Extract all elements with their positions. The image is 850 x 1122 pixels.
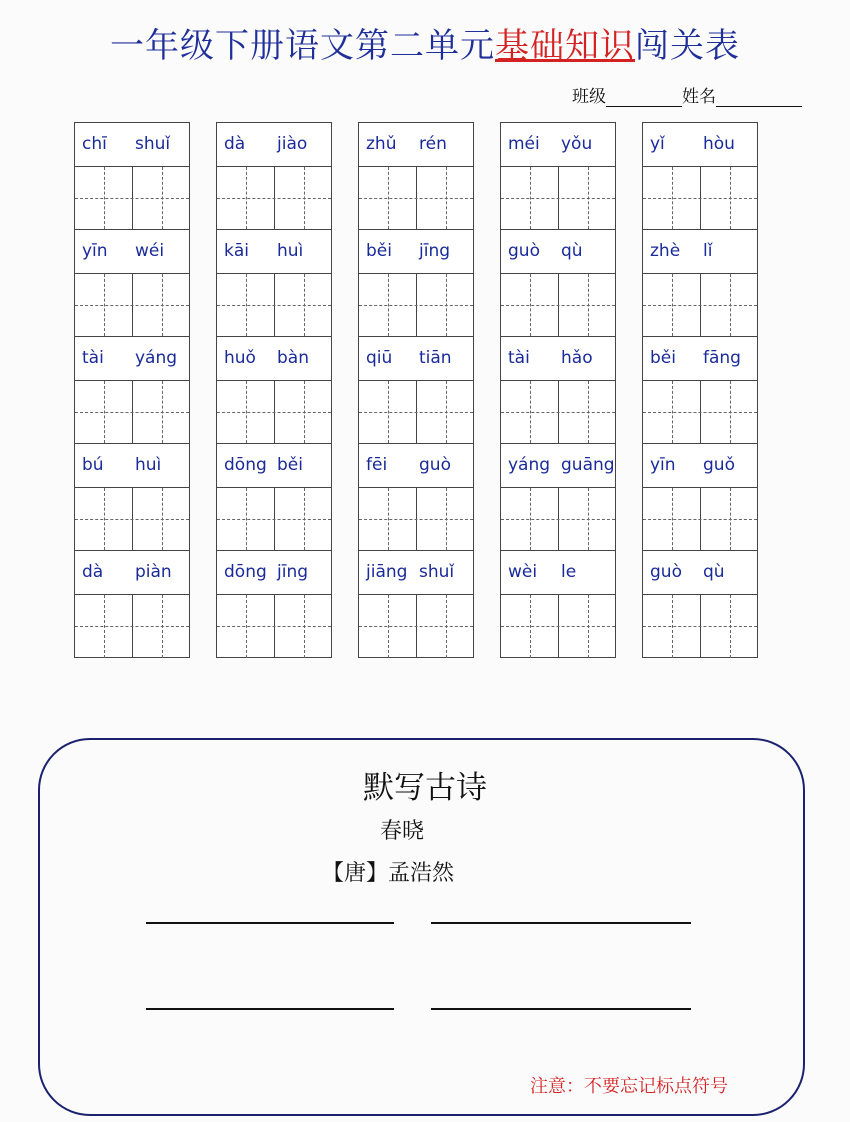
writing-grid[interactable] [75, 274, 189, 337]
pinyin-syllable: dōng [224, 562, 267, 582]
pinyin-syllable: piàn [135, 562, 172, 582]
writing-grid[interactable] [217, 381, 331, 444]
pinyin-syllable: tiān [419, 348, 452, 368]
word-block [75, 230, 189, 337]
poem-name: 春晓 [380, 819, 425, 844]
writing-grid[interactable] [217, 167, 331, 230]
pinyin-cell [75, 551, 189, 595]
pinyin-cell [501, 123, 615, 167]
writing-grid[interactable] [359, 274, 473, 337]
pinyin-syllable: bàn [277, 348, 309, 368]
pinyin-syllable: shuǐ [135, 134, 171, 154]
pinyin-syllable: dōng [224, 455, 267, 475]
poem-section-title: 默写古诗 [363, 770, 487, 806]
writing-grid[interactable] [75, 595, 189, 658]
title-highlight: 基础知识 [495, 26, 635, 66]
pinyin-column [216, 122, 332, 658]
word-block [643, 123, 757, 230]
grid-guide-line [75, 305, 189, 306]
word-block [359, 337, 473, 444]
pinyin-syllable: yǒu [561, 134, 593, 154]
word-block [501, 123, 615, 230]
pinyin-syllable: guǒ [703, 455, 735, 475]
pinyin-syllable: bú [82, 455, 104, 475]
answer-line[interactable] [146, 922, 394, 924]
pinyin-syllable: jiào [277, 134, 308, 154]
grid-guide-line [359, 305, 473, 306]
pinyin-syllable: hǎo [561, 348, 593, 368]
pinyin-syllable: méi [508, 134, 540, 154]
grid-guide-line [501, 412, 615, 413]
pinyin-cell [643, 551, 757, 595]
pinyin-syllable: běi [366, 241, 392, 261]
grid-guide-line [643, 305, 757, 306]
word-block [643, 230, 757, 337]
poem-author: 【唐】孟浩然 [322, 861, 455, 886]
grid-guide-line [501, 626, 615, 627]
grid-guide-line [643, 519, 757, 520]
pinyin-syllable: huǒ [224, 348, 256, 368]
grid-guide-line [359, 519, 473, 520]
pinyin-syllable: rén [419, 134, 447, 154]
pinyin-syllable: zhǔ [366, 134, 397, 154]
pinyin-cell [217, 444, 331, 488]
grid-guide-line [75, 626, 189, 627]
grid-guide-line [217, 626, 331, 627]
pinyin-syllable: yīn [82, 241, 108, 261]
word-block [359, 123, 473, 230]
word-block [501, 444, 615, 551]
writing-grid[interactable] [643, 167, 757, 230]
grid-guide-line [217, 305, 331, 306]
writing-grid[interactable] [359, 167, 473, 230]
grid-guide-line [75, 412, 189, 413]
pinyin-syllable: fāng [703, 348, 741, 368]
word-block [75, 551, 189, 658]
pinyin-cell [643, 230, 757, 274]
pinyin-cell [217, 337, 331, 381]
pinyin-cell [217, 230, 331, 274]
answer-line[interactable] [431, 922, 691, 924]
pinyin-syllable: dà [224, 134, 246, 154]
pinyin-column [358, 122, 474, 658]
grid-guide-line [501, 305, 615, 306]
pinyin-cell [501, 337, 615, 381]
grid-guide-line [359, 198, 473, 199]
pinyin-syllable: qiū [366, 348, 393, 368]
pinyin-syllable: hòu [703, 134, 735, 154]
pinyin-syllable: wèi [508, 562, 538, 582]
pinyin-syllable: chī [82, 134, 107, 154]
writing-grid[interactable] [501, 167, 615, 230]
worksheet-title [0, 18, 850, 67]
pinyin-cell [643, 337, 757, 381]
pinyin-syllable: yáng [135, 348, 178, 368]
grid-guide-line [217, 412, 331, 413]
writing-grid[interactable] [217, 488, 331, 551]
writing-grid[interactable] [643, 274, 757, 337]
writing-grid[interactable] [359, 488, 473, 551]
writing-grid[interactable] [75, 381, 189, 444]
word-block [217, 337, 331, 444]
pinyin-column [500, 122, 616, 658]
pinyin-cell [359, 444, 473, 488]
pinyin-cell [643, 123, 757, 167]
writing-grid[interactable] [217, 274, 331, 337]
pinyin-syllable: kāi [224, 241, 249, 261]
writing-grid[interactable] [75, 167, 189, 230]
pinyin-syllable: tài [82, 348, 104, 368]
pinyin-cell [75, 337, 189, 381]
writing-grid[interactable] [501, 488, 615, 551]
pinyin-cell [75, 230, 189, 274]
pinyin-column [74, 122, 190, 658]
pinyin-cell [359, 123, 473, 167]
grid-guide-line [643, 412, 757, 413]
pinyin-syllable: jīng [277, 562, 309, 582]
pinyin-syllable: qù [561, 241, 583, 261]
pinyin-cell [501, 444, 615, 488]
writing-grid[interactable] [217, 595, 331, 658]
word-block [643, 551, 757, 658]
pinyin-cell [501, 230, 615, 274]
name-label: 姓名 [682, 87, 716, 107]
writing-grid[interactable] [501, 274, 615, 337]
pinyin-syllable: shuǐ [419, 562, 455, 582]
pinyin-syllable: jīng [419, 241, 451, 261]
pinyin-syllable: zhè [650, 241, 681, 261]
pinyin-syllable: huì [135, 455, 162, 475]
pinyin-cell [643, 444, 757, 488]
word-block [359, 551, 473, 658]
pinyin-column [642, 122, 758, 658]
pinyin-syllable: guò [650, 562, 682, 582]
pinyin-syllable: yīn [650, 455, 676, 475]
pinyin-cell [217, 551, 331, 595]
grid-guide-line [359, 412, 473, 413]
title-prefix: 一年级下册语文第二单元 [110, 26, 495, 66]
word-block [501, 337, 615, 444]
pinyin-syllable: yáng [508, 455, 551, 475]
pinyin-syllable: guò [419, 455, 451, 475]
word-block [217, 444, 331, 551]
student-info [572, 82, 802, 107]
grid-guide-line [75, 519, 189, 520]
word-block [501, 230, 615, 337]
pinyin-syllable: jiāng [366, 562, 408, 582]
grid-guide-line [501, 198, 615, 199]
word-block [75, 444, 189, 551]
pinyin-cell [501, 551, 615, 595]
writing-grid[interactable] [501, 381, 615, 444]
pinyin-syllable: huì [277, 241, 304, 261]
pinyin-syllable: yǐ [650, 134, 665, 154]
pinyin-cell [359, 337, 473, 381]
writing-grid[interactable] [501, 595, 615, 658]
word-block [643, 337, 757, 444]
grid-guide-line [643, 626, 757, 627]
pinyin-cell [75, 123, 189, 167]
grid-guide-line [217, 198, 331, 199]
grid-guide-line [501, 519, 615, 520]
pinyin-syllable: qù [703, 562, 725, 582]
word-block [217, 230, 331, 337]
word-block [217, 123, 331, 230]
pinyin-syllable: běi [277, 455, 303, 475]
reminder-note: 注意：不要忘记标点符号 [530, 1076, 728, 1097]
pinyin-syllable: fēi [366, 455, 388, 475]
pinyin-syllable: le [561, 562, 577, 582]
pinyin-cell [75, 444, 189, 488]
class-blank[interactable] [606, 90, 682, 107]
class-label: 班级 [572, 87, 606, 107]
word-block [643, 444, 757, 551]
pinyin-cell [359, 551, 473, 595]
pinyin-cell [359, 230, 473, 274]
grid-guide-line [217, 519, 331, 520]
pinyin-syllable: tài [508, 348, 530, 368]
grid-guide-line [75, 198, 189, 199]
title-suffix: 闯关表 [635, 26, 740, 66]
pinyin-cell [217, 123, 331, 167]
pinyin-syllable: dà [82, 562, 104, 582]
grid-guide-line [359, 626, 473, 627]
writing-grid[interactable] [359, 381, 473, 444]
name-blank[interactable] [716, 90, 802, 107]
word-block [75, 123, 189, 230]
writing-grid[interactable] [643, 381, 757, 444]
pinyin-syllable: guò [508, 241, 540, 261]
word-block [217, 551, 331, 658]
writing-grid[interactable] [643, 595, 757, 658]
grid-guide-line [643, 198, 757, 199]
answer-line[interactable] [431, 1008, 691, 1010]
pinyin-syllable: lǐ [703, 241, 713, 261]
writing-grid[interactable] [643, 488, 757, 551]
word-block [501, 551, 615, 658]
pinyin-syllable: guāng [561, 455, 615, 475]
pinyin-syllable: wéi [135, 241, 165, 261]
word-block [359, 230, 473, 337]
writing-grid[interactable] [359, 595, 473, 658]
writing-grid[interactable] [75, 488, 189, 551]
word-block [75, 337, 189, 444]
pinyin-syllable: běi [650, 348, 676, 368]
answer-line[interactable] [146, 1008, 394, 1010]
word-block [359, 444, 473, 551]
